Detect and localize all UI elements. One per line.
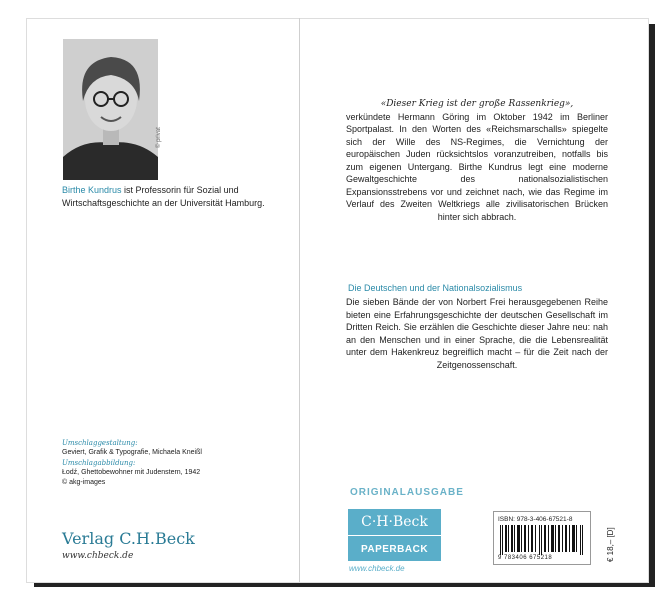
paperback-logo bbox=[348, 509, 441, 561]
logo-publisher: C·H·Beck bbox=[348, 509, 441, 536]
barcode-number: 9 783406 675218 bbox=[498, 555, 553, 561]
photo-credit: © privat bbox=[156, 127, 162, 148]
cover-image-label: Umschlagabbildung: bbox=[62, 459, 136, 467]
author-bio bbox=[62, 184, 272, 210]
series-title: Die Deutschen und der Nationalsozialismus bbox=[348, 283, 523, 293]
author-photo bbox=[63, 39, 158, 180]
blurb-text: verkündete Hermann Göring im Oktober 1942 im Berliner Sportpalast. In den Worten des «Reichsmarschalls» spiegelte sich der Wille des NS-Regimes, die Vernichtung der europäischen Juden rücksichtslos voranzutreiben, notfalls bis zum eigenen Untergang. Birthe Kundrus legt eine moderne Gewaltgeschichte des nationalsozialistischen Expansionsstrebens vor und zeichnet nach, wie das Regime im Verlauf des Zweiten Weltkriegs alle zivilisatorischen Brücken hinter sich abbrach. bbox=[346, 111, 608, 222]
publisher-website: www.chbeck.de bbox=[62, 551, 134, 561]
blurb-quote: «Dieser Krieg ist der große Rassenkrieg», bbox=[380, 99, 574, 109]
cover-design-value: Geviert, Grafik & Typografie, Michaela Kneißl bbox=[62, 449, 202, 456]
isbn: ISBN: 978-3-406-67521-8 bbox=[498, 516, 573, 523]
logo-paperback: PAPERBACK bbox=[360, 543, 429, 555]
author-name: Birthe Kundrus bbox=[62, 185, 122, 195]
publisher-name: Verlag C.H.Beck bbox=[62, 529, 195, 548]
series-text: Die sieben Bände der von Norbert Frei herausgegebenen Reihe bieten eine Erfahrungsgeschichte der deutschen Gesellschaft im Dritten Reich. Sie erzählen die Geschichte dieser Jahre neu: nah an den Menschen und in einer Sprache, die die Lebensrealität unter dem Hakenkreuz begreiflich macht – für die Zeit nach der Zeitgenossenschaft. bbox=[346, 297, 608, 370]
spine-fold bbox=[299, 18, 300, 582]
cover-design-label: Umschlaggestaltung: bbox=[62, 439, 138, 447]
author-bio-text: ist Professorin für Sozial und Wirtschaftsgeschichte an der Universität Hamburg. bbox=[62, 185, 265, 208]
barcode-box bbox=[493, 511, 591, 565]
barcode-icon bbox=[498, 525, 586, 555]
logo-website: www.chbeck.de bbox=[349, 564, 405, 573]
image-source: © akg-images bbox=[62, 479, 106, 486]
price: € 18,– [D] bbox=[606, 527, 615, 562]
cover-image-value: Łodź, Ghettobewohner mit Judenstern, 1942 bbox=[62, 469, 201, 476]
edition-label: ORIGINALAUSGABE bbox=[350, 487, 464, 498]
cover-credits bbox=[62, 438, 282, 488]
blurb bbox=[346, 97, 608, 223]
